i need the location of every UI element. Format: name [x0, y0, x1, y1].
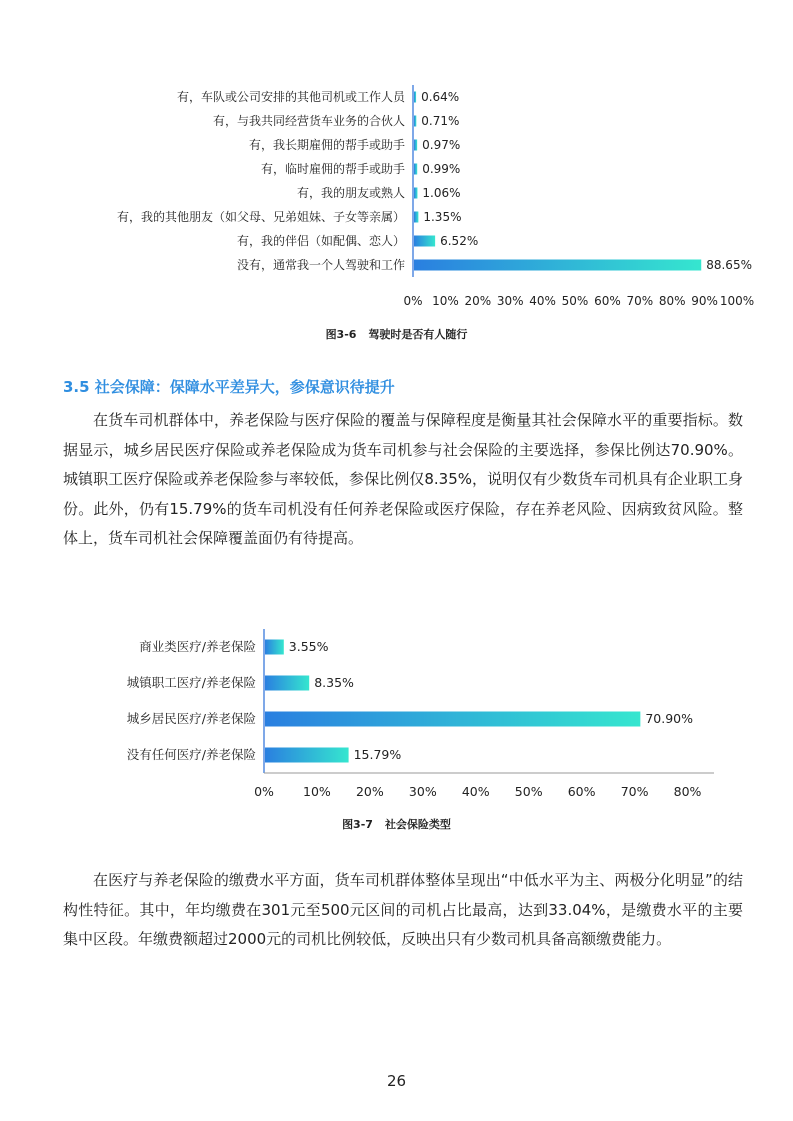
- bar: [414, 236, 435, 247]
- category-label: 没有，通常我一个人驾驶和工作: [236, 258, 405, 272]
- chart-companion-driving: [0, 80, 793, 315]
- tick-label: 70%: [620, 784, 649, 799]
- category-label: 城乡居民医疗/养老保险: [126, 711, 256, 726]
- page-number: 26: [386, 1072, 407, 1090]
- tick-label: 40%: [529, 294, 556, 308]
- category-label: 有，我的其他朋友（如父母、兄弟姐妹、子女等亲属）: [116, 210, 405, 224]
- tick-label: 20%: [355, 784, 384, 799]
- data-label: 6.52%: [440, 234, 479, 248]
- bar: [414, 140, 417, 151]
- category-label: 商业类医疗/养老保险: [139, 639, 256, 654]
- data-label: 0.71%: [421, 114, 460, 128]
- tick-label: 30%: [408, 784, 437, 799]
- bar: [414, 92, 416, 103]
- bar: [414, 260, 701, 271]
- tick-label: 40%: [461, 784, 490, 799]
- data-label: 3.55%: [288, 639, 329, 654]
- category-label: 没有任何医疗/养老保险: [126, 747, 256, 762]
- tick-label: 80%: [673, 784, 702, 799]
- bar: [265, 712, 640, 727]
- category-label: 有，与我共同经营货车业务的合伙人: [212, 114, 405, 128]
- bar: [414, 116, 416, 127]
- category-label: 城镇职工医疗/养老保险: [126, 675, 256, 690]
- tick-label: 50%: [514, 784, 543, 799]
- figure-title: 社会保险类型: [384, 818, 451, 831]
- category-label: 有，车队或公司安排的其他司机或工作人员: [176, 90, 405, 104]
- chart-insurance-type: [0, 625, 793, 805]
- figure-title: 驾驶时是否有人随行: [368, 328, 468, 341]
- figure-number: 图3-6: [325, 328, 357, 341]
- category-label: 有，临时雇佣的帮手或助手: [260, 162, 405, 176]
- tick-label: 60%: [594, 294, 621, 308]
- tick-label: 0%: [403, 294, 423, 308]
- data-label: 8.35%: [314, 675, 354, 690]
- section-title: 3.5 社会保障：保障水平差异大，参保意识待提升: [63, 378, 395, 396]
- tick-label: 100%: [719, 294, 755, 308]
- bar: [414, 164, 417, 175]
- bar: [414, 212, 418, 223]
- data-label: 15.79%: [353, 747, 402, 762]
- data-label: 0.99%: [422, 162, 461, 176]
- data-label: 88.65%: [706, 258, 752, 272]
- category-label: 有，我的朋友或熟人: [296, 186, 405, 200]
- tick-label: 90%: [691, 294, 718, 308]
- tick-label: 10%: [432, 294, 459, 308]
- figure-number: 图3-7: [342, 818, 373, 831]
- tick-label: 60%: [567, 784, 596, 799]
- paragraph-1: [63, 406, 743, 554]
- tick-label: 20%: [464, 294, 492, 308]
- data-label: 0.64%: [421, 90, 460, 104]
- tick-label: 70%: [626, 294, 654, 308]
- tick-label: 50%: [561, 294, 589, 308]
- bar: [265, 748, 349, 763]
- bar: [265, 676, 309, 691]
- tick-label: 30%: [496, 294, 524, 308]
- paragraph-2: [63, 866, 743, 955]
- data-label: 1.35%: [423, 210, 462, 224]
- data-label: 70.90%: [645, 711, 694, 726]
- figure-caption-3-7: [0, 816, 793, 832]
- paragraph-text: 在货车司机群体中，养老保险与医疗保险的覆盖与保障程度是衡量其社会保障水平的重要指标。数据显示，城乡居民医疗保险或养老保险成为货车司机参与社会保险的主要选择，参保比例达70.90%。城镇职工医疗保险或养老保险参与率较低，参保比例仅8.35%，说明仅有少数货车司机具有企业职工身份。此外，仍有15.79%的货车司机没有任何养老保险或医疗保险，存在养老风险、因病致贫风险。整体上，货车司机社会保障覆盖面仍有待提高。: [63, 411, 743, 547]
- tick-label: 10%: [303, 784, 331, 799]
- bar: [414, 188, 417, 199]
- tick-label: 80%: [658, 294, 686, 308]
- bar: [265, 640, 284, 655]
- tick-label: 0%: [254, 784, 274, 799]
- data-label: 1.06%: [422, 186, 461, 200]
- category-label: 有，我长期雇佣的帮手或助手: [248, 138, 405, 152]
- figure-caption-3-6: [0, 326, 793, 342]
- category-label: 有，我的伴侣（如配偶、恋人）: [236, 234, 405, 248]
- data-label: 0.97%: [422, 138, 461, 152]
- paragraph-text: 在医疗与养老保险的缴费水平方面，货车司机群体整体呈现出“中低水平为主、两极分化明显”的结构性特征。其中，年均缴费在301元至500元区间的司机占比最高，达到33.04%，是缴费水平的主要集中区段。年缴费额超过2000元的司机比例较低，反映出只有少数司机具备高额缴费能力。: [63, 871, 743, 948]
